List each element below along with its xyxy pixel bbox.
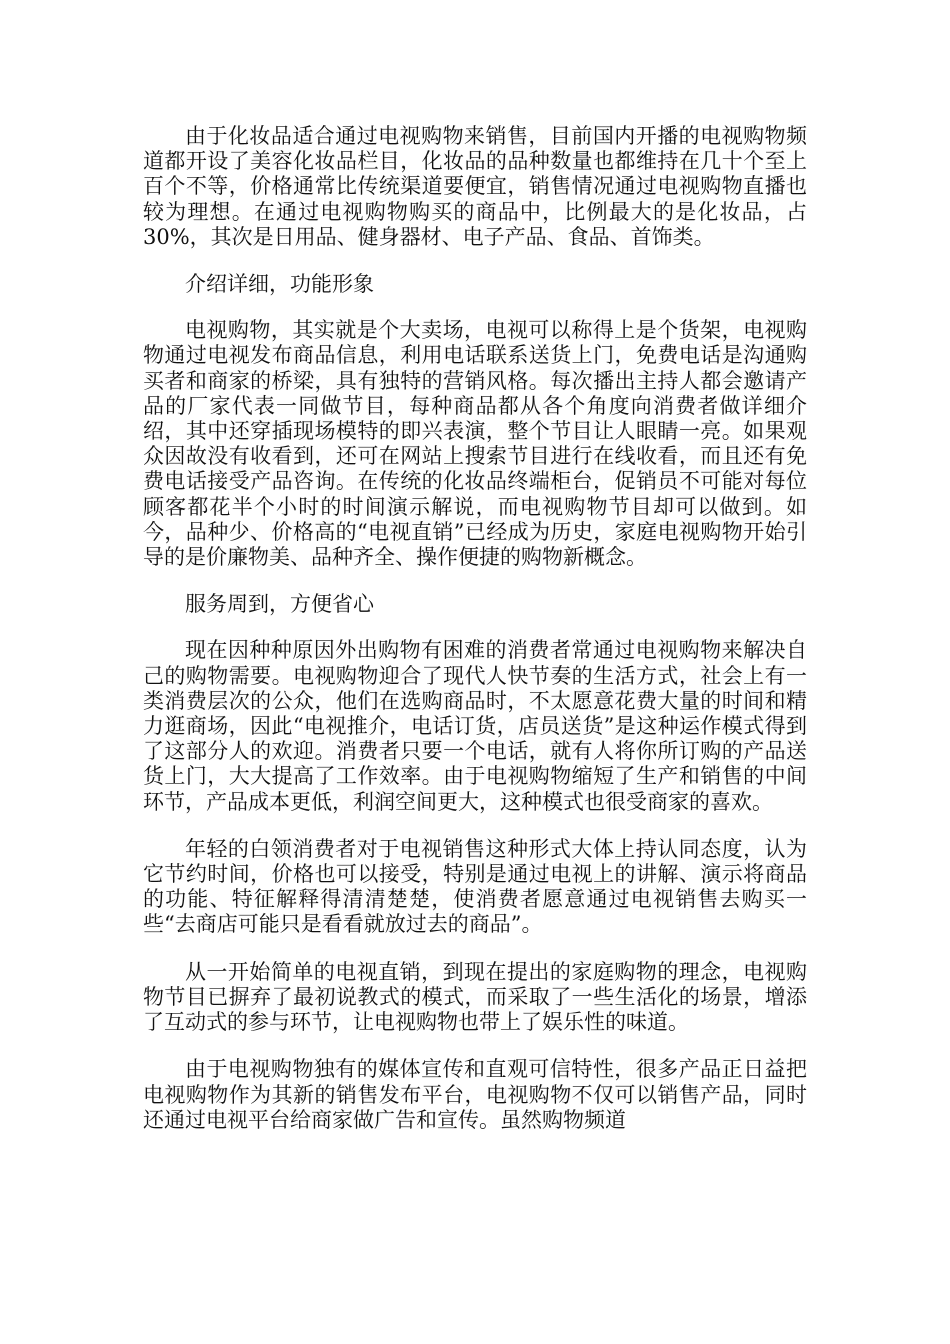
section-heading-thoughtful-service: 服务周到，方便省心: [185, 592, 374, 617]
paragraph-sales-platform: 由于电视购物独有的媒体宣传和直观可信特性，很多产品正日益把电视购物作为其新的销售发布平台，电视购物不仅可以销售产品，同时还通过电视平台给商家做广告和宣传。虽然购物频道: [143, 1057, 807, 1132]
paragraph-cosmetics-intro: 由于化妆品适合通过电视购物来销售，目前国内开播的电视购物频道都开设了美容化妆品栏目，化妆品的品种数量也都维持在几十个至上百个不等，价格通常比传统渠道要便宜，销售情况通过电视购物直播也较为理想。在通过电视购物购买的商品中，比例最大的是化妆品，占30%，其次是日用品、健身器材、电子产品、食品、首饰类。: [143, 124, 807, 249]
paragraph-white-collar-consumers: 年轻的白领消费者对于电视销售这种形式大体上持认同态度，认为它节约时间，价格也可以接受，特别是通过电视上的讲解、演示将商品的功能、特征解释得清清楚楚，使消费者愿意通过电视销售去购买一些“去商店可能只是看看就放过去的商品”。: [143, 836, 807, 937]
document-page: [143, 124, 807, 1155]
paragraph-tv-shopping-marketplace: 电视购物，其实就是个大卖场，电视可以称得上是个货架，电视购物通过电视发布商品信息，利用电话联系送货上门，免费电话是沟通购买者和商家的桥梁，具有独特的营销风格。每次播出主持人都会邀请产品的厂家代表一同做节目，每种商品都从各个角度向消费者做详细介绍，其中还穿插现场模特的即兴表演，整个节目让人眼睛一亮。如果观众因故没有收看到，还可在网站上搜索节目进行在线收看，而且还有免费电话接受产品咨询。在传统的化妆品终端柜台，促销员不可能对每位顾客都花半个小时的时间演示解说，而电视购物节目却可以做到。如今，品种少、价格高的“电视直销”已经成为历史，家庭电视购物开始引导的是价廉物美、品种齐全、操作便捷的购物新概念。: [143, 318, 807, 570]
section-heading-detailed-introduction: 介绍详细，功能形象: [185, 272, 374, 297]
paragraph-convenient-shopping: 现在因种种原因外出购物有困难的消费者常通过电视购物来解决自己的购物需要。电视购物迎合了现代人快节奏的生活方式，社会上有一类消费层次的公众，他们在选购商品时，不太愿意花费大量的时间和精力逛商场，因此“电视推介，电话订货，店员送货”是这种运作模式得到了这部分人的欢迎。消费者只要一个电话，就有人将你所订购的产品送货上门，大大提高了工作效率。由于电视购物缩短了生产和销售的中间环节，产品成本更低，利润空间更大，这种模式也很受商家的喜欢。: [143, 638, 807, 814]
paragraph-home-shopping-concept: 从一开始简单的电视直销，到现在提出的家庭购物的理念，电视购物节目已摒弃了最初说教式的模式，而采取了一些生活化的场景，增添了互动式的参与环节，让电视购物也带上了娱乐性的味道。: [143, 959, 807, 1035]
